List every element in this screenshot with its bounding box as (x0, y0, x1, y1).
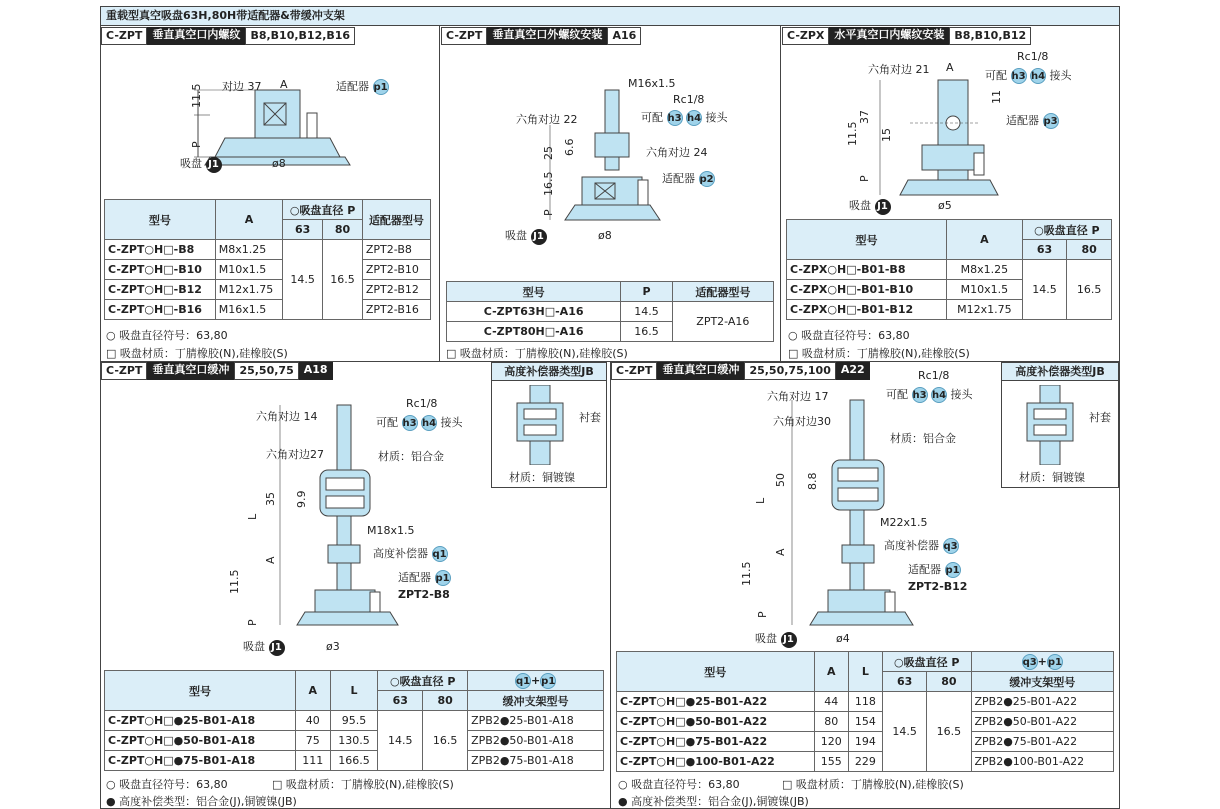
panel1-header (101, 27, 355, 45)
p2-pad: 吸盘 J1 (505, 227, 547, 245)
table-row: C-ZPT○H□-B10 M10x1.5 ZPT2-B10 (105, 260, 431, 280)
panel5-jb-box: 高度补偿器类型JB 衬套 材质：铜镀镍 (1001, 362, 1119, 488)
panel4-jb-box: 高度补偿器类型JB 衬套 材质：铜镀镍 (491, 362, 607, 488)
th-a: A (215, 200, 283, 240)
panel4-table: 型号 A L ○吸盘直径 P q1+p1 63 80 缓冲支架型号 C-ZPT○H□●25-B01-A18 40 95.5 14.5 16.5 ZPB2●25-B01-A18 C-ZPT○H□●50-B01-A18 75 130.5 ZPB2●50-B01-A18 C-ZPT○H□●75-B01-A18 111 166.5 ZPB2●75-B01-A18 (104, 670, 604, 771)
p4-opt-label: 可配 h3 h4 接头 (376, 416, 463, 429)
panel1-note2: □ 吸盘材质：丁腈橡胶(N),硅橡胶(S) (106, 347, 288, 360)
dim-a: A (280, 78, 288, 91)
table-row: C-ZPT○H□-B8 M8x1.25 14.5 16.5 ZPT2-B8 (105, 240, 431, 260)
p2-adapter: 适配器 p2 (662, 172, 714, 185)
th-model: 型号 (105, 200, 216, 240)
panel5-note1: ○ 吸盘直径符号：63,80 (618, 778, 740, 791)
panel3-note1: ○ 吸盘直径符号：63,80 (788, 329, 910, 342)
panel5-note3: ● 高度补偿类型：铝合金(J),铜镀镍(JB) (618, 795, 809, 808)
dim-p: P (190, 141, 203, 148)
panel4-header: C-ZPT 垂直真空口缓冲 25,50,75 A18 (101, 362, 333, 380)
panel3-drawing (850, 75, 1000, 205)
p5-opt-label: 可配 h3 h4 接头 (886, 388, 973, 401)
table-row: C-ZPT○H□-B16 M16x1.5 ZPT2-B16 (105, 300, 431, 320)
adapter-label: 适配器 p1 (336, 80, 388, 93)
j1-badge: J1 (206, 157, 222, 173)
divider (610, 361, 611, 809)
table-row: C-ZPT○H□●25-B01-A18 40 95.5 14.5 16.5 ZPB2●25-B01-A18 (105, 711, 604, 731)
dim-11-5: 11.5 (190, 83, 203, 108)
panel4-note2: □ 吸盘材质：丁腈橡胶(N),硅橡胶(S) (272, 778, 454, 791)
p3-opt-label: 可配 h3 h4 接头 (985, 69, 1072, 82)
table-row: C-ZPT○H□●100-B01-A22 155 229 ZPB2●100-B01-A22 (617, 752, 1114, 772)
panel3-header: C-ZPX 水平真空口内螺纹安装 B8,B10,B12 (782, 27, 1031, 45)
panel4-note1: ○ 吸盘直径符号：63,80 (106, 778, 228, 791)
th-adapter: 适配器型号 (362, 200, 430, 240)
panel2-table: 型号 P 适配器型号 C-ZPT63H□-A16 14.5 ZPT2-A16 C-ZPT80H□-A16 16.5 (446, 281, 774, 342)
panel1-name: 垂直真空口内螺纹 (147, 27, 245, 45)
table-row: C-ZPT○H□●50-B01-A18 75 130.5 ZPB2●50-B01-A18 (105, 731, 604, 751)
page-title: 重载型真空吸盘63H,80H带适配器&带缓冲支架 (100, 6, 1120, 26)
table-row: C-ZPT○H□-B12 M12x1.75 ZPT2-B12 (105, 280, 431, 300)
table-row: C-ZPT○H□●75-B01-A22 120 194 ZPB2●75-B01-A22 (617, 732, 1114, 752)
panel1-note1: ○ 吸盘直径符号：63,80 (106, 329, 228, 342)
dim-dia: ø8 (272, 157, 286, 170)
panel1-table (104, 199, 431, 320)
p5-adapter: 适配器 p1 (908, 563, 960, 576)
panel1-code: C-ZPT (101, 27, 147, 45)
th-63: 63 (283, 220, 323, 240)
pad-label: 吸盘 J1 (180, 155, 222, 173)
panel3-note2: □ 吸盘材质：丁腈橡胶(N),硅橡胶(S) (788, 347, 970, 360)
p4-comp: 高度补偿器 q1 (373, 547, 447, 560)
dim-hex-37: 对边 37 (222, 80, 262, 93)
p5-comp: 高度补偿器 q3 (884, 539, 958, 552)
panel2-note: □ 吸盘材质：丁腈橡胶(N),硅橡胶(S) (446, 347, 628, 360)
table-row: C-ZPT○H□●25-B01-A22 44 118 14.5 16.5 ZPB2●25-B01-A22 (617, 692, 1114, 712)
table-row: C-ZPX○H□-B01-B12 M12x1.75 (787, 300, 1112, 320)
table-row: C-ZPT○H□●75-B01-A18 111 166.5 ZPB2●75-B01-A18 (105, 751, 604, 771)
p2-opt-label: 可配 h3 h4 接头 (641, 111, 728, 124)
p3-adapter: 适配器 p3 (1006, 114, 1058, 127)
panel5-note2: □ 吸盘材质：丁腈橡胶(N),硅橡胶(S) (782, 778, 964, 791)
divider (780, 26, 781, 361)
panel2-header: C-ZPT 垂直真空口外螺纹安装 A16 (441, 27, 641, 45)
table-row: C-ZPT○H□●50-B01-A22 80 154 ZPB2●50-B01-A22 (617, 712, 1114, 732)
panel4-note3: ● 高度补偿类型：铝合金(J),铜镀镍(JB) (106, 795, 297, 808)
th-80: 80 (323, 220, 363, 240)
table-row: C-ZPT63H□-A16 14.5 ZPT2-A16 (447, 302, 774, 322)
p3-pad: 吸盘 J1 (849, 197, 891, 215)
table-row: C-ZPX○H□-B01-B10 M10x1.5 (787, 280, 1112, 300)
panel5-header: C-ZPT 垂直真空口缓冲 25,50,75,100 A22 (611, 362, 870, 380)
th-dia: ○吸盘直径 P (283, 200, 363, 220)
divider (439, 26, 440, 361)
panel5-table: 型号 A L ○吸盘直径 P q3+p1 63 80 缓冲支架型号 C-ZPT○H□●25-B01-A22 44 118 14.5 16.5 ZPB2●25-B01-A22 C-ZPT○H□●50-B01-A22 80 154 ZPB2●50-B01-A22 C-ZPT○H□●75-B01-A22 120 194 ZPB2●75-B01-A22 C-ZPT○H□●100-B01-A22 155 229 ZPB2●100-B01-A22 (616, 651, 1114, 772)
p1-badge: p1 (373, 79, 389, 95)
panel3-table: 型号 A ○吸盘直径 P 63 80 C-ZPX○H□-B01-B8 M8x1.25 14.5 16.5 C-ZPX○H□-B01-B10 M10x1.5 C-ZPX○H□-B01-B12 M12x1.75 (786, 219, 1112, 320)
p4-pad: 吸盘 J1 (243, 638, 285, 656)
table-row: C-ZPX○H□-B01-B8 M8x1.25 14.5 16.5 (787, 260, 1112, 280)
p5-pad: 吸盘 J1 (755, 630, 797, 648)
panel1-sizes: B8,B10,B12,B16 (245, 27, 355, 45)
p4-adapter: 适配器 p1 (398, 571, 450, 584)
table-row: C-ZPT80H□-A16 16.5 (447, 322, 774, 342)
